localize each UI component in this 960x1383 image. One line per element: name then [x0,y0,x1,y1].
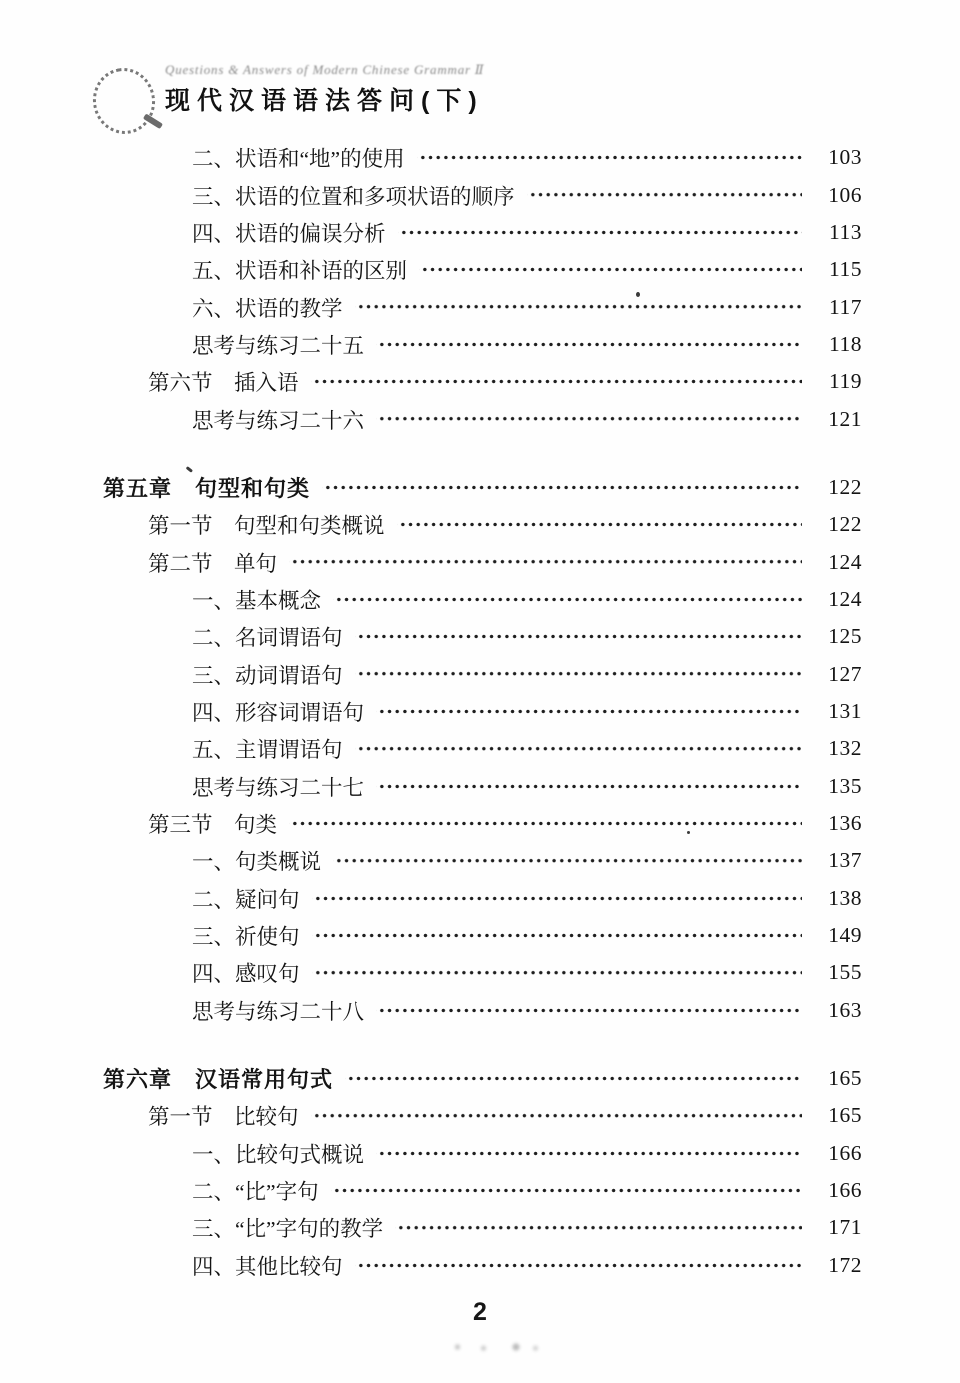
dot-leader [376,992,802,1029]
header-titles [165,62,485,117]
toc-entry [0,326,862,363]
toc-entry-page: 132 [828,736,862,761]
toc-entry [0,288,862,325]
toc-entry [0,363,862,400]
dot-leader [333,842,802,879]
toc-group [0,469,862,1029]
dot-leader [312,954,802,991]
dot-leader [376,693,802,730]
toc-entry-page: 103 [828,145,862,170]
scan-speck [636,292,640,297]
toc-entry [0,176,862,213]
toc-entry-label: 四、状语的偏误分析 [192,221,386,246]
toc-entry [0,917,862,954]
toc-group [0,139,862,438]
toc-entry-page: 149 [828,923,862,948]
toc-entry [0,730,862,767]
toc-entry [0,1135,862,1172]
toc-entry-page: 163 [828,997,862,1022]
dot-leader [419,251,802,288]
dot-leader [376,1135,802,1172]
dot-leader [355,618,802,655]
dot-leader [312,917,802,954]
toc-entry-page: 155 [828,960,862,985]
toc-group [0,1060,862,1284]
toc-entry-page: 121 [828,406,862,431]
toc-entry-page: 131 [828,698,862,723]
toc-entry-page: 165 [828,1066,862,1091]
toc-entry-page: 135 [828,773,862,798]
toc-entry-label: 一、基本概念 [192,588,322,613]
toc-entry-label: 一、比较句式概说 [192,1142,365,1167]
dot-leader [345,1060,802,1097]
toc-entry-label: 四、感叹句 [192,962,300,987]
toc-entry [0,469,862,506]
toc-entry-page: 106 [828,182,862,207]
publisher-q-logo-icon [88,63,161,139]
dot-leader [311,1097,802,1134]
toc-entry-page: 118 [829,331,862,356]
toc-entry-page: 165 [828,1103,862,1128]
toc-entry-page: 122 [828,474,862,499]
toc-entry-label: 第三节 句类 [148,813,278,838]
toc-entry-label: 二、名词谓语句 [192,626,343,651]
toc-entry-page: 127 [828,661,862,686]
scan-smudge [425,1341,555,1353]
dot-leader [395,1209,802,1246]
toc-entry-label: 第六节 插入语 [148,371,299,396]
dot-leader [289,805,802,842]
toc-entry-label: 第二节 单句 [148,551,278,576]
toc-entry-label: 二、状语和“地”的使用 [192,147,405,172]
dot-leader [355,730,802,767]
toc-entry-label: 三、动词谓语句 [192,663,343,688]
toc-entry-label: 五、主谓谓语句 [192,738,343,763]
toc-entry-page: 115 [829,257,862,282]
toc-entry-label: 六、状语的教学 [192,296,343,321]
toc-entry [0,1097,862,1134]
toc-entry-page: 166 [828,1178,862,1203]
toc-entry-page: 138 [828,885,862,910]
toc-entry [0,506,862,543]
dot-leader [417,139,802,176]
toc-entry [0,139,862,176]
toc-entry [0,1247,862,1284]
toc-entry [0,880,862,917]
folio-page-number: 2 [473,1298,487,1326]
dot-leader [322,469,802,506]
toc-entry-label: 四、其他比较句 [192,1254,343,1279]
dot-leader [312,880,802,917]
toc-entry [0,992,862,1029]
toc-list [0,139,862,1284]
dot-leader [376,400,802,437]
toc-entry-page: 136 [828,811,862,836]
toc-entry [0,1060,862,1097]
toc-entry-page: 124 [828,586,862,611]
toc-entry [0,842,862,879]
toc-entry [0,655,862,692]
dot-leader [289,543,802,580]
toc-entry-label: 第一节 句型和句类概说 [148,514,385,539]
toc-entry-label: 一、句类概说 [192,850,322,875]
toc-entry [0,581,862,618]
toc-entry-page: 172 [828,1252,862,1277]
toc-entry-label: 思考与练习二十六 [192,408,365,433]
toc-entry-label: 二、“比”字句 [192,1180,319,1205]
scan-speck [687,831,690,834]
dot-leader [331,1172,802,1209]
toc-entry [0,1172,862,1209]
dot-leader [355,288,802,325]
toc-entry-page: 125 [828,624,862,649]
toc-entry [0,214,862,251]
toc-entry-page: 122 [828,512,862,537]
toc-entry-label: 二、疑问句 [192,887,300,912]
toc-entry-label: 第五章 句型和句类 [103,475,311,501]
toc-entry [0,251,862,288]
toc-entry-label: 三、祈使句 [192,925,300,950]
header-english-title: Questions & Answers of Modern Chinese Grammar Ⅱ [165,62,485,77]
toc-entry [0,805,862,842]
toc-entry-label: 三、状语的位置和多项状语的顺序 [192,184,515,209]
dot-leader [398,214,802,251]
dot-leader [527,176,802,213]
toc-entry-label: 第六章 汉语常用句式 [103,1067,334,1093]
toc-entry-page: 117 [829,294,862,319]
toc-entry-label: 四、形容词谓语句 [192,700,365,725]
dot-leader [355,1247,802,1284]
dot-leader [311,363,802,400]
dot-leader [397,506,802,543]
toc-entry-label: 第一节 比较句 [148,1105,299,1130]
dot-leader [355,655,802,692]
dot-leader [376,326,802,363]
page-header [93,62,485,134]
toc-entry [0,618,862,655]
toc-entry-label: 思考与练习二十七 [192,775,365,800]
toc-entry [0,543,862,580]
toc-entry-page: 119 [829,369,862,394]
toc-entry-label: 思考与练习二十五 [192,333,365,358]
dot-leader [376,768,802,805]
toc-entry-page: 113 [829,219,862,244]
toc-entry-label: 思考与练习二十八 [192,999,365,1024]
toc-entry [0,768,862,805]
toc-entry-label: 三、“比”字句的教学 [192,1217,384,1242]
toc-entry-page: 171 [828,1215,862,1240]
dot-leader [333,581,802,618]
toc-entry-page: 166 [828,1140,862,1165]
toc-entry-page: 137 [828,848,862,873]
toc-entry [0,693,862,730]
toc-entry-label: 五、状语和补语的区别 [192,259,408,284]
header-book-title: 现代汉语语法答问(下) [165,87,484,115]
toc-entry [0,400,862,437]
toc-entry [0,1209,862,1246]
toc-entry [0,954,862,991]
toc-entry-page: 124 [828,549,862,574]
